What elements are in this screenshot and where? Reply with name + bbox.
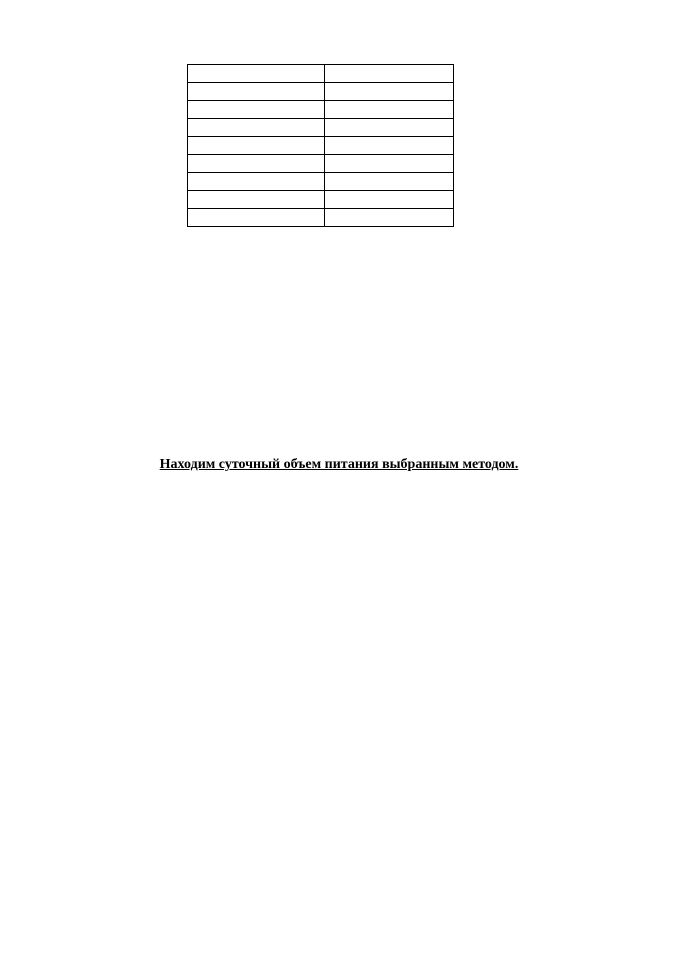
table-body (188, 65, 454, 227)
table-cell (325, 101, 454, 119)
table-row (188, 101, 454, 119)
table-cell (325, 119, 454, 137)
table-cell (188, 155, 325, 173)
table-cell (325, 173, 454, 191)
table-row (188, 119, 454, 137)
table-cell (188, 209, 325, 227)
table-row (188, 155, 454, 173)
table-cell (188, 137, 325, 155)
table-row (188, 191, 454, 209)
table-row (188, 173, 454, 191)
table-row (188, 83, 454, 101)
table-cell (188, 101, 325, 119)
table-row (188, 137, 454, 155)
table-cell (325, 155, 454, 173)
table-cell (325, 65, 454, 83)
table-cell (325, 137, 454, 155)
table-cell (188, 65, 325, 83)
section-heading: Находим суточный объем питания выбранным методом. (159, 457, 519, 472)
table-cell (325, 191, 454, 209)
empty-table (187, 64, 454, 227)
table-cell (188, 173, 325, 191)
table-cell (188, 119, 325, 137)
table-cell (188, 191, 325, 209)
table-row (188, 65, 454, 83)
table-cell (325, 83, 454, 101)
table-cell (188, 83, 325, 101)
table-row (188, 209, 454, 227)
table-cell (325, 209, 454, 227)
